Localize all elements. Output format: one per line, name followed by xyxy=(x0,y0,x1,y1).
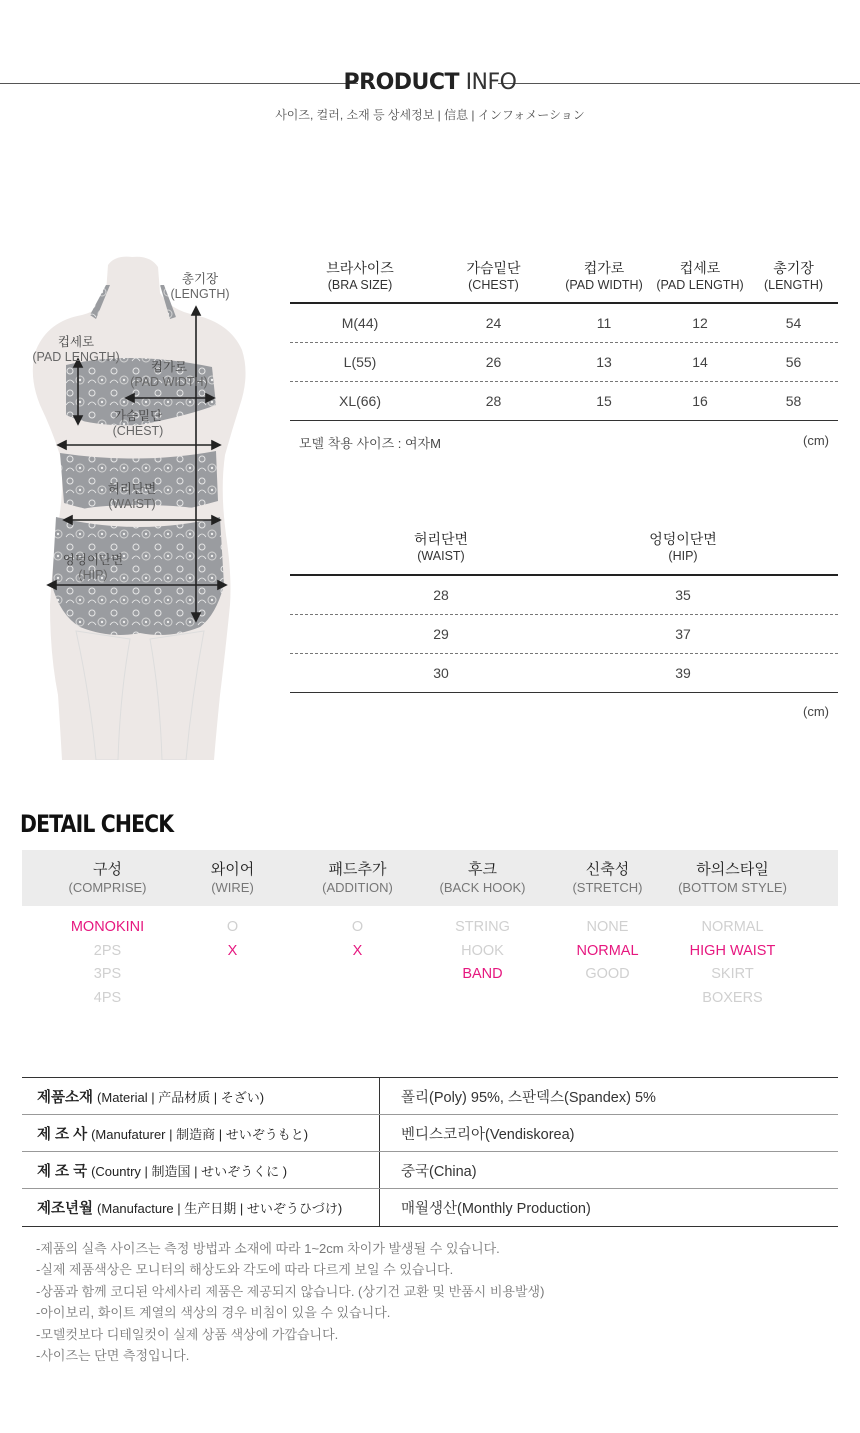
title-light: INFO xyxy=(465,70,517,95)
dc-option: 3PS xyxy=(93,966,122,982)
product-info-table xyxy=(22,1077,838,1227)
notice-item: -상품과 함께 코디된 악세사리 제품은 제공되지 않습니다. (상기건 교환 및 반품시 비용발생) xyxy=(36,1283,545,1299)
info-row-manufacture-date: 제조년월 (Manufacture | 生产日期 | せいぞうひづけ) 매월생산(Monthly Production) xyxy=(22,1189,838,1226)
dc-option: BAND xyxy=(462,966,503,982)
dc-header-back-hook: 후크 (BACK HOOK) xyxy=(439,861,526,895)
dc-option: X xyxy=(352,942,363,959)
dc-values-bottom-style xyxy=(670,916,795,1010)
notice-item: -사이즈는 단면 측정입니다. xyxy=(36,1348,190,1364)
model-size-note: 모델 착용 사이즈 : 여자M xyxy=(299,436,441,451)
bottom-size-table xyxy=(290,531,838,693)
notice-item: -실제 제품색상은 모니터의 해상도와 각도에 따라 다르게 보일 수 있습니다. xyxy=(36,1262,454,1278)
dc-option: 4PS xyxy=(93,989,122,1006)
notice-item: -모델컷보다 디테일컷이 실제 상품 색상에 가깝습니다. xyxy=(36,1326,339,1342)
dc-values-addition xyxy=(295,916,420,963)
notice-list xyxy=(36,1238,544,1366)
dc-header-addition: 패드추가 (ADDITION) xyxy=(322,861,393,895)
dc-option: NORMAL xyxy=(576,942,639,959)
dc-option: SKIRT xyxy=(711,966,754,982)
dc-option: BOXERS xyxy=(702,989,763,1006)
dc-option: 2PS xyxy=(93,942,122,959)
dc-option: NONE xyxy=(586,919,629,935)
dc-values-back-hook xyxy=(420,916,545,987)
dc-option: O xyxy=(226,919,239,935)
bra-unit-label: (cm) xyxy=(803,433,829,448)
label-hip: 엉덩이단면 (HIP) xyxy=(62,553,124,582)
dc-option: HIGH WAIST xyxy=(689,942,776,959)
bra-col-size: 브라사이즈 (BRA SIZE) xyxy=(326,260,394,292)
bra-col-length: 총기장 (LENGTH) xyxy=(763,260,824,292)
table-row: M(44) 24 11 12 54 xyxy=(290,304,838,343)
dc-option: MONOKINI xyxy=(70,919,145,935)
notice-item: -제품의 실측 사이즈는 측정 방법과 소재에 따라 1~2cm 차이가 발생될 수 있습니다. xyxy=(36,1241,500,1256)
table-row: L(55) 26 13 14 56 xyxy=(290,343,838,382)
dc-header-stretch: 신축성 (STRETCH) xyxy=(572,861,643,895)
bra-table-header xyxy=(290,260,838,304)
title-bold: PRODUCT xyxy=(343,70,460,95)
bottom-col-hip: 엉덩이단면 (HIP) xyxy=(649,531,717,563)
label-waist: 허리단면 (WAIST) xyxy=(107,482,157,511)
bra-col-pad-width: 컵가로 (PAD WIDTH) xyxy=(565,260,643,292)
page-title xyxy=(0,70,860,95)
dc-values-stretch xyxy=(545,916,670,987)
mannequin-figure xyxy=(20,255,270,760)
detail-check-title: DETAIL CHECK xyxy=(20,810,174,838)
dc-option: GOOD xyxy=(585,966,630,982)
dc-option: O xyxy=(351,919,364,935)
dc-header-bottom-style: 하의스타일 (BOTTOM STYLE) xyxy=(678,861,787,895)
bra-col-pad-length: 컵세로 (PAD LENGTH) xyxy=(656,260,744,292)
dc-option: STRING xyxy=(455,919,510,935)
bra-size-table xyxy=(290,260,838,421)
info-row-manufacturer: 제 조 사 (Manufaturer | 制造商 | せいぞうもと) 벤디스코리아(Vendiskorea) xyxy=(22,1115,838,1152)
table-row: 30 39 xyxy=(290,654,838,693)
label-pad-width: 컵가로 (PAD WIDTH) xyxy=(130,360,208,389)
page-subtitle: 사이즈, 컬러, 소재 등 상세정보 | 信息 | インフォメーション xyxy=(275,108,585,122)
bottom-table-header xyxy=(290,531,838,576)
notice-item: -아이보리, 화이트 계열의 색상의 경우 비침이 있을 수 있습니다. xyxy=(36,1305,391,1321)
dc-header-wire: 와이어 (WIRE) xyxy=(210,861,255,895)
label-pad-length: 컵세로 (PAD LENGTH) xyxy=(32,335,120,364)
dc-option: X xyxy=(227,942,238,959)
dc-header-comprise: 구성 (COMPRISE) xyxy=(68,861,147,895)
bottom-unit-label: (cm) xyxy=(803,704,829,719)
bottom-col-waist: 허리단면 (WAIST) xyxy=(413,531,469,563)
table-row: XL(66) 28 15 16 58 xyxy=(290,382,838,421)
label-length: 총기장 (LENGTH) xyxy=(170,272,230,301)
table-row: 28 35 xyxy=(290,576,838,615)
info-row-material: 제품소재 (Material | 产品材质 | そざい) 폴리(Poly) 95%, 스판덱스(Spandex) 5% xyxy=(22,1078,838,1115)
bra-col-chest: 가슴밑단 (CHEST) xyxy=(466,260,521,292)
info-row-country: 제 조 국 (Country | 制造国 | せいぞうくに ) 중국(China) xyxy=(22,1152,838,1189)
label-chest: 가슴밑단 (CHEST) xyxy=(112,409,164,438)
dc-option: NORMAL xyxy=(701,919,764,935)
table-row: 29 37 xyxy=(290,615,838,654)
dc-values-wire xyxy=(170,916,295,963)
dc-option: HOOK xyxy=(461,942,504,959)
dc-values-comprise xyxy=(45,916,170,1010)
